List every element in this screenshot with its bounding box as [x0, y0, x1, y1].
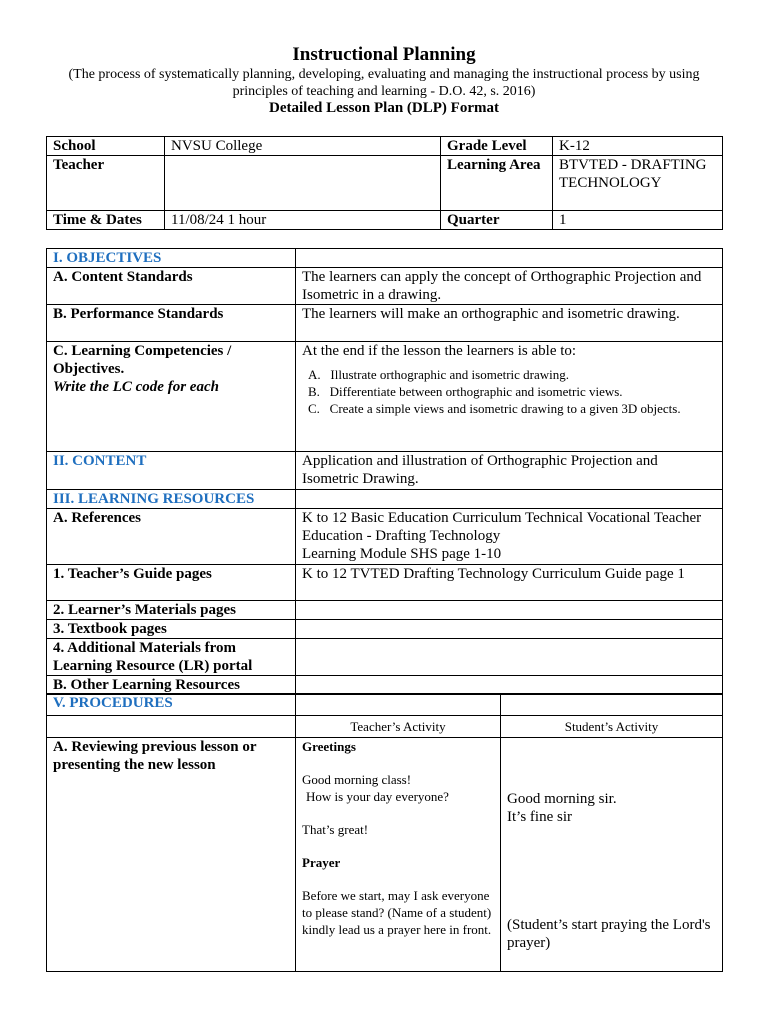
reference-line: K to 12 Basic Education Curriculum Technical Vocational Teacher Education - Drafting Technology — [302, 510, 702, 544]
column-header-empty — [47, 716, 296, 738]
list-item: C. Create a simple views and isometric drawing to a given 3D objects. — [308, 401, 681, 416]
lc-intro: At the end if the lesson the learners is able to: — [302, 343, 577, 359]
time-label: Time & Dates — [47, 211, 165, 230]
procedures-heading: V. PROCEDURES — [47, 694, 296, 716]
student-line: (Student’s start praying the Lord's prayer) — [507, 917, 711, 951]
additional-materials-value — [296, 639, 723, 676]
review-lesson-label: A. Reviewing previous lesson or presenting the new lesson — [47, 738, 296, 972]
performance-standards-value: The learners will make an orthographic and isometric drawing. — [296, 305, 723, 342]
content-heading: II. CONTENT — [47, 452, 296, 490]
time-value: 11/08/24 1 hour — [165, 211, 441, 230]
textbook-label: 3. Textbook pages — [47, 620, 296, 639]
grade-value: K-12 — [553, 137, 723, 156]
learning-competencies-cell — [47, 342, 296, 452]
list-item: B. Differentiate between orthographic and isometric views. — [308, 384, 623, 399]
objectives-heading: I. OBJECTIVES — [47, 249, 296, 268]
content-standards-value: The learners can apply the concept of Orthographic Projection and Isometric in a drawing. — [296, 268, 723, 305]
teacher-value — [165, 156, 441, 211]
content-value: Application and illustration of Orthographic Projection and Isometric Drawing. — [296, 452, 723, 490]
quarter-label: Quarter — [441, 211, 553, 230]
grade-label: Grade Level — [441, 137, 553, 156]
lesson-plan-table — [46, 248, 723, 695]
teacher-line: Good morning class! — [302, 772, 412, 787]
area-value: BTVTED - DRAFTING TECHNOLOGY — [553, 156, 723, 211]
teacher-label: Teacher — [47, 156, 165, 211]
other-resources-label: B. Other Learning Resources — [47, 676, 296, 695]
references-value — [296, 509, 723, 565]
student-activity-cell — [501, 738, 723, 972]
learners-materials-value — [296, 601, 723, 620]
school-value: NVSU College — [165, 137, 441, 156]
teacher-activity-cell — [296, 738, 501, 972]
performance-standards-label: B. Performance Standards — [47, 305, 296, 342]
content-standards-label: A. Content Standards — [47, 268, 296, 305]
school-label: School — [47, 137, 165, 156]
objective-list — [302, 366, 716, 417]
references-label: A. References — [47, 509, 296, 565]
quarter-value: 1 — [553, 211, 723, 230]
format-heading: Detailed Lesson Plan (DLP) Format — [269, 100, 499, 116]
learning-competencies-label: C. Learning Competencies / Objectives. — [53, 343, 232, 377]
lc-code-note: Write the LC code for each — [53, 379, 219, 395]
list-item: A. Illustrate orthographic and isometric drawing. — [308, 367, 570, 382]
objectives-empty — [296, 249, 723, 268]
teacher-line: How is your day everyone? — [306, 789, 449, 804]
teacher-line: Before we start, may I ask everyone to please stand? (Name of a student) kindly lead us a prayer here in front. — [302, 888, 492, 937]
learning-competencies-value — [296, 342, 723, 452]
page-subtitle: (The process of systematically planning, developing, evaluating and managing the instructional process by using principles of teaching and learning - D.O. 42, s. 2016) — [68, 67, 700, 99]
page-title: Instructional Planning — [292, 44, 476, 65]
textbook-value — [296, 620, 723, 639]
learning-resources-heading: III. LEARNING RESOURCES — [47, 490, 296, 509]
resources-empty — [296, 490, 723, 509]
student-line: It’s fine sir — [507, 809, 572, 825]
teacher-line: That’s great! — [302, 822, 369, 837]
procedures-table — [46, 693, 723, 972]
info-table — [46, 136, 723, 230]
student-line: Good morning sir. — [507, 791, 617, 807]
greetings-heading: Greetings — [302, 739, 356, 754]
other-resources-value — [296, 676, 723, 695]
prayer-heading: Prayer — [302, 855, 341, 870]
procedures-empty-2 — [501, 694, 723, 716]
student-activity-header: Student’s Activity — [501, 716, 723, 738]
teachers-guide-label: 1. Teacher’s Guide pages — [47, 565, 296, 601]
teachers-guide-value: K to 12 TVTED Drafting Technology Curriculum Guide page 1 — [296, 565, 723, 601]
learners-materials-label: 2. Learner’s Materials pages — [47, 601, 296, 620]
area-label: Learning Area — [441, 156, 553, 211]
reference-line: Learning Module SHS page 1-10 — [302, 546, 502, 562]
additional-materials-label: 4. Additional Materials from Learning Resource (LR) portal — [47, 639, 296, 676]
procedures-empty-1 — [296, 694, 501, 716]
teacher-activity-header: Teacher’s Activity — [296, 716, 501, 738]
